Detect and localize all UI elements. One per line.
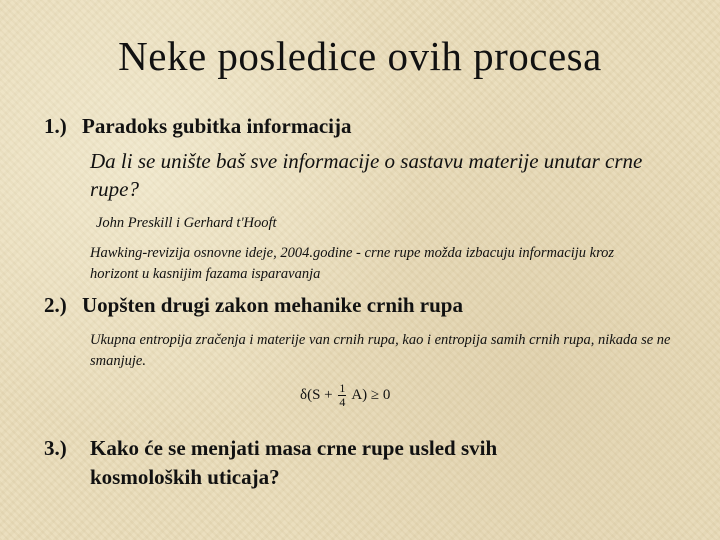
item-2-number: 2.) [44, 293, 67, 317]
entropy-formula [300, 382, 390, 409]
formula-prefix: δ(S + [300, 386, 333, 403]
formula-denominator: 4 [339, 395, 346, 409]
slide-title: Neke posledice ovih procesa [118, 33, 602, 79]
item-1-number: 1.) [44, 114, 67, 138]
item-3-heading-line1: Kako će se menjati masa crne rupe usled svih [90, 436, 498, 460]
item-3-number: 3.) [44, 436, 67, 460]
item-1-authors: John Preskill i Gerhard t'Hooft [96, 215, 277, 231]
formula-suffix: A) ≥ 0 [351, 386, 391, 403]
item-2-heading-text: Uopšten drugi zakon mehanike crnih rupa [82, 293, 463, 317]
item-3-heading [44, 436, 497, 461]
formula-numerator: 1 [339, 381, 346, 395]
item-1-heading-text: Paradoks gubitka informacija [82, 114, 352, 138]
item-2-text: Ukupna entropija zračenja i materije van crnih rupa, kao i entropija samih crnih rupa, nikada se ne smanjuje. [90, 332, 671, 369]
item-1-question: Da li se unište baš sve informacije o sastavu materije unutar crne rupe? [90, 149, 643, 201]
item-1-note: Hawking-revizija osnovne ideje, 2004.godine - crne rupe možda izbacuju informaciju kroz horizont u kasnijim fazama isparavanja [90, 245, 615, 282]
item-1-heading [44, 114, 352, 139]
item-2-heading [44, 293, 463, 318]
formula-fraction [338, 382, 346, 409]
item-3-heading-line2: kosmoloških uticaja? [90, 465, 280, 489]
